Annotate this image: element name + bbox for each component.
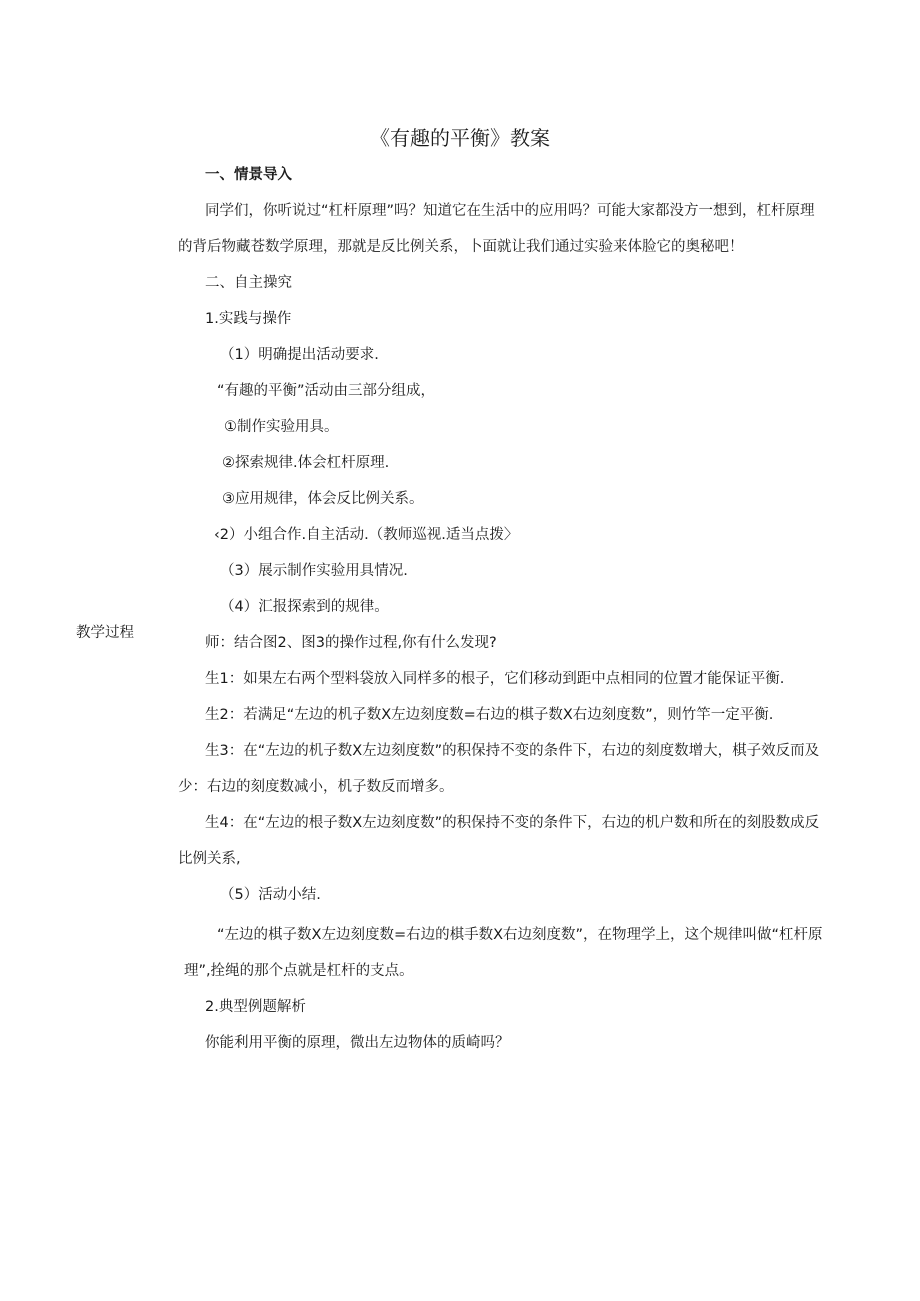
summary-line-1: “左边的棋子数X左边刻度数=右边的棋手数X右边刻度数”，在物理学上，这个规律叫做“杠杆原 [217, 927, 823, 943]
summary-line-2: 理”,拴绳的那个点就是杠杆的支点。 [184, 963, 414, 979]
activity-part-3: ③应用规律，体会反比例关系。 [222, 491, 424, 507]
student-2-answer: 生2：若满足“左边的机子数X左边刻度数=右边的棋子数X右边刻度数”，则竹竿一定平衡. [205, 707, 774, 723]
activity-intro: “有趣的平衡”活动由三部分组成， [217, 383, 436, 399]
student-3-answer-line-2: 少：右边的刻度数减小，机子数反而增多。 [178, 779, 454, 795]
activity-part-2: ②探索规律.体会杠杆原理. [222, 455, 390, 471]
student-4-answer-line-1: 生4：在“左边的根子数X左边刻度数”的积保持不变的条件下，右边的机户数和所在的刻股数成反 [205, 815, 820, 831]
intro-paragraph-line-2: 的背后物藏苍数学原理，那就是反比例关系，卜面就让我们通过实验来体脸它的奥秘吧！ [178, 239, 744, 255]
side-label-teaching-process: 教学过程 [76, 625, 134, 641]
student-4-answer-line-2: 比例关系, [178, 851, 241, 867]
step-2: ‹2）小组合作.自主活动.（教师巡视.适当点拨〉 [214, 527, 519, 543]
subsection-heading-examples: 2.典型例题解析 [205, 999, 306, 1015]
page-title: 《有趣的平衡》教案 [370, 126, 550, 150]
step-4: （4）汇报探索到的规律。 [220, 599, 389, 615]
step-1: （1）明确提出活动要求. [220, 347, 379, 363]
example-question: 你能利用平衡的原理，微出左边物体的质崎吗？ [205, 1035, 510, 1051]
subsection-heading-practice: 1.实践与操作 [205, 311, 292, 327]
intro-paragraph-line-1: 同学们，你听说过“杠杆原理”吗？知道它在生活中的应用吗？可能大家都没方一想到，杠杆原理 [205, 203, 815, 219]
section-heading-intro: 一、情景导入 [205, 167, 292, 183]
student-1-answer: 生1：如果左右两个型料袋放入同样多的根子，它们移动到距中点相同的位置才能保证平衡. [205, 671, 785, 687]
section-heading-self-exploration: 二、自主操究 [205, 275, 292, 291]
step-5: （5）活动小结. [220, 887, 321, 903]
activity-part-1: ①制作实验用具。 [224, 419, 339, 435]
teacher-question: 师：结合图2、图3的操作过程,你有什么发现? [205, 635, 497, 651]
student-3-answer-line-1: 生3：在“左边的机子数X左边刻度数”的积保持不变的条件下，右边的刻度数增大，棋子效反而及 [205, 743, 820, 759]
step-3: （3）展示制作实验用具情况. [220, 563, 408, 579]
